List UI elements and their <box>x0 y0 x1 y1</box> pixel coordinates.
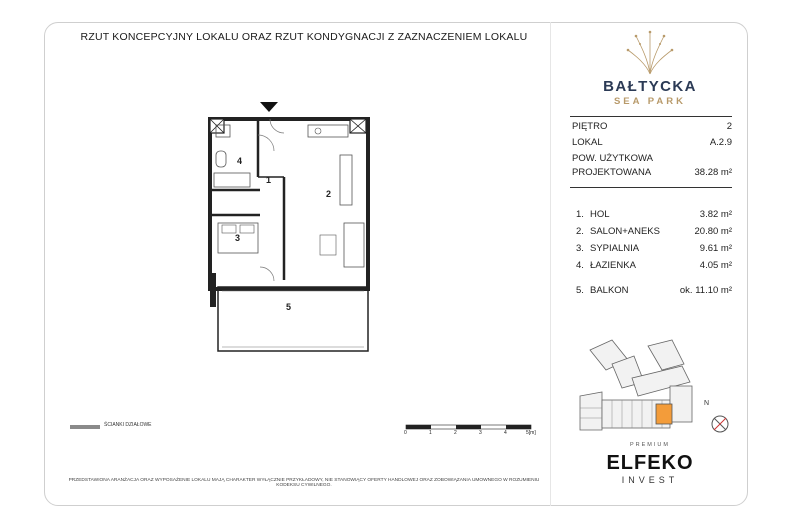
room-area: 20.80 m² <box>694 226 732 237</box>
list-item <box>576 209 732 226</box>
scale-bar <box>398 420 543 442</box>
room-area: ok. 11.10 m² <box>679 285 732 296</box>
scale-bar-drawing <box>398 423 543 433</box>
floor-label: PIĘTRO <box>572 121 608 132</box>
room-num: 5. <box>576 285 584 296</box>
room-name: SYPIALNIA <box>590 243 640 254</box>
unit-value: A.2.9 <box>709 137 732 148</box>
brand-name: BAŁTYCKA <box>603 78 697 95</box>
scale-tick: 1 <box>429 430 432 436</box>
room-area: 3.82 m² <box>699 209 732 220</box>
site-plan-drawing <box>572 338 742 438</box>
highlighted-unit <box>656 404 672 424</box>
room-area: 4.05 m² <box>699 260 732 271</box>
room-name: HOL <box>590 209 610 220</box>
room-label-3: 3 <box>235 233 241 243</box>
floor-plan-drawing <box>200 95 380 357</box>
info-mid-rule <box>570 187 732 188</box>
room-name: BALKON <box>590 285 629 296</box>
room-label-4: 4 <box>237 156 243 166</box>
room-label-2: 2 <box>326 189 332 199</box>
legend-swatch <box>70 425 100 429</box>
list-item-balcony <box>576 285 732 302</box>
list-item <box>576 260 732 277</box>
room-num: 1. <box>576 209 584 220</box>
developer-name: ELFEKO <box>606 452 694 474</box>
site-plan <box>572 338 742 438</box>
scale-tick: 5[m] <box>526 430 536 436</box>
room-list <box>576 209 732 302</box>
room-num: 2. <box>576 226 584 237</box>
room-area: 9.61 m² <box>699 243 732 254</box>
scale-tick: 4 <box>504 430 507 436</box>
room-label-5: 5 <box>286 302 292 312</box>
scale-tick: 3 <box>479 430 482 436</box>
page-heading: RZUT KONCEPCYJNY LOKALU ORAZ RZUT KONDYGNACJI Z ZAZNACZENIEM LOKALU <box>80 31 528 43</box>
room-name: ŁAZIENKA <box>590 260 636 271</box>
brand-logo <box>570 30 730 107</box>
room-num: 3. <box>576 243 584 254</box>
scale-tick: 0 <box>404 430 407 436</box>
room-label-1: 1 <box>266 175 272 185</box>
info-top-rule <box>570 116 732 117</box>
floor-plan <box>200 95 380 357</box>
scale-tick: 2 <box>454 430 457 436</box>
disclaimer: PRZEDSTAWIONA ARANŻACJA ORAZ WYPOSAŻENIE LOKALU MAJĄ CHARAKTER WYŁĄCZNIE PRZYKŁADOWY, NIE STANOWIĄCY OFERTY HANDLOWEJ ORAZ ZOBOWIĄZANIA UMOWNEGO W ROZUMIENIU KODEKSU CYWILNEGO. <box>68 478 540 488</box>
room-name: SALON+ANEKS <box>590 226 660 237</box>
area-label-1: POW. UŻYTKOWA <box>572 153 653 164</box>
unit-label: LOKAL <box>572 137 603 148</box>
developer-sub: INVEST <box>621 475 679 485</box>
developer-premium: PREMIUM <box>630 442 670 448</box>
divider <box>550 22 551 506</box>
brand-sub: SEA PARK <box>613 96 687 107</box>
seagrass-logo-icon <box>570 30 730 76</box>
legend-text: ŚCIANKI DZIAŁOWE <box>104 422 152 428</box>
entrance-arrow-icon <box>260 102 278 112</box>
room-num: 4. <box>576 260 584 271</box>
floor-value: 2 <box>726 121 732 132</box>
area-value: 38.28 m² <box>694 167 732 178</box>
list-item <box>576 226 732 243</box>
area-label-2: PROJEKTOWANA <box>572 167 652 178</box>
list-item <box>576 243 732 260</box>
compass-label: N <box>704 400 710 407</box>
